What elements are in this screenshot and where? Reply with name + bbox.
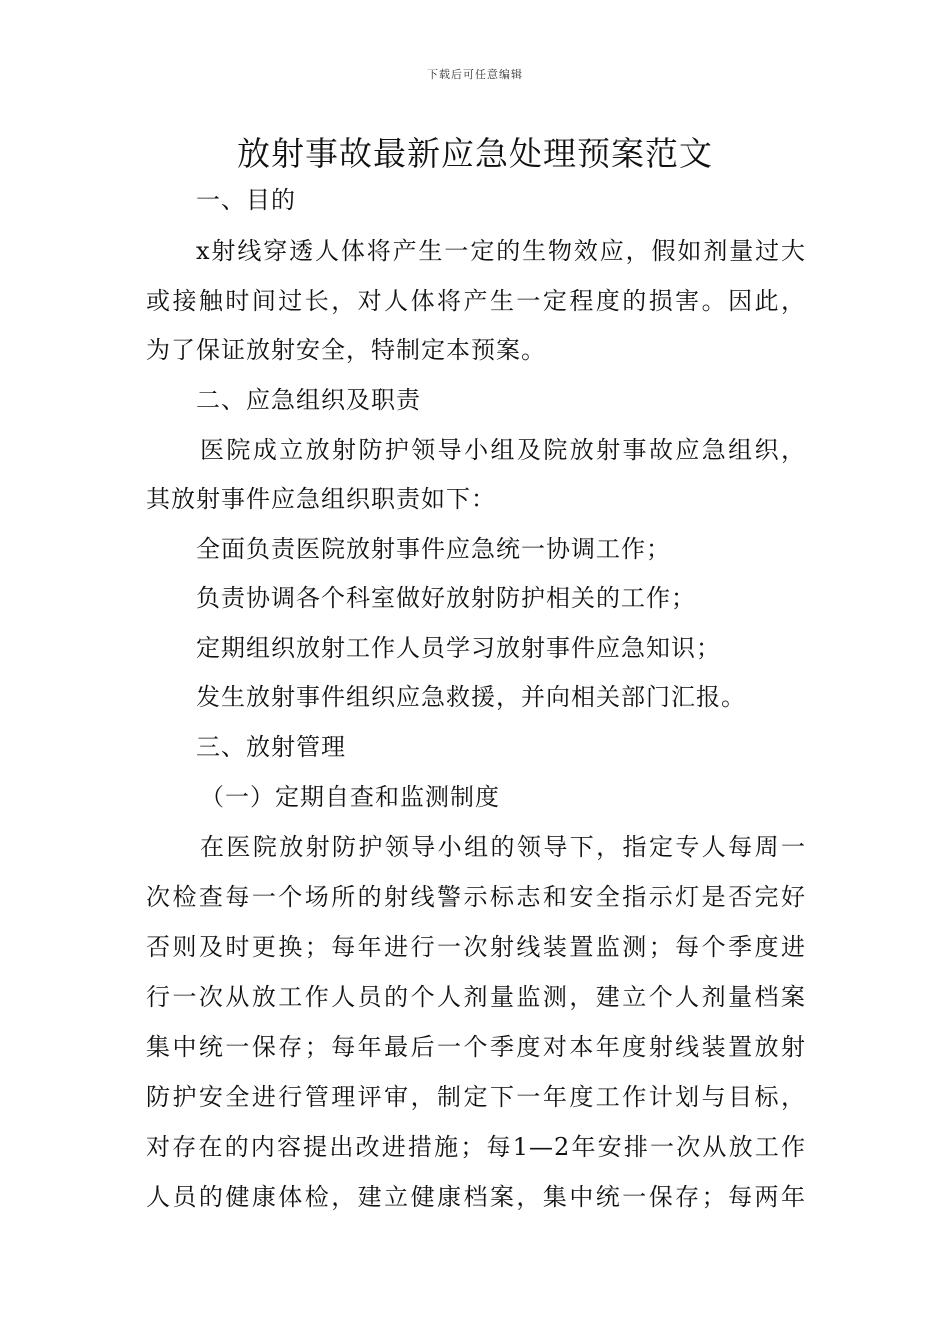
paragraph-line: 否则及时更换；每年进行一次射线装置监测；每个季度进 bbox=[146, 933, 806, 961]
duty-item: 负责协调各个科室做好放射防护相关的工作； bbox=[196, 584, 696, 612]
paragraph-line: 行一次从放工作人员的个人剂量监测，建立个人剂量档案 bbox=[146, 983, 806, 1011]
document-title: 放射事故最新应急处理预案范文 bbox=[237, 134, 713, 173]
paragraph-line: 为了保证放射安全，特制定本预案。 bbox=[146, 336, 546, 364]
paragraph-line: 医院成立放射防护领导小组及院放射事故应急组织， bbox=[200, 436, 806, 464]
paragraph-line: 人员的健康体检，建立健康档案，集中统一保存；每两年 bbox=[146, 1183, 806, 1211]
paragraph-line: 对存在的内容提出改进措施；每1—2年安排一次从放工作 bbox=[146, 1133, 806, 1161]
section-heading-management: 三、放射管理 bbox=[196, 733, 346, 761]
paragraph-line: 集中统一保存；每年最后一个季度对本年度射线装置放射 bbox=[146, 1033, 806, 1061]
paragraph-line: 其放射事件应急组织职责如下： bbox=[146, 485, 496, 513]
duty-item: 全面负责医院放射事件应急统一协调工作； bbox=[196, 535, 671, 563]
duty-item: 定期组织放射工作人员学习放射事件应急知识； bbox=[196, 634, 721, 662]
paragraph-line: 或接触时间过长，对人体将产生一定程度的损害。因此， bbox=[146, 287, 806, 315]
paragraph-line: 在医院放射防护领导小组的领导下，指定专人每周一 bbox=[200, 833, 806, 861]
section-heading-purpose: 一、目的 bbox=[196, 186, 296, 214]
duty-item: 发生放射事件组织应急救援，并向相关部门汇报。 bbox=[196, 683, 746, 711]
paragraph-line: 防护安全进行管理评审，制定下一年度工作计划与目标， bbox=[146, 1083, 806, 1111]
paragraph-line: x射线穿透人体将产生一定的生物效应，假如剂量过大 bbox=[196, 237, 806, 265]
subsection-heading: （一）定期自查和监测制度 bbox=[200, 783, 500, 811]
header-note: 下载后可任意编辑 bbox=[427, 68, 523, 81]
paragraph-line: 次检查每一个场所的射线警示标志和安全指示灯是否完好 bbox=[146, 883, 806, 911]
section-heading-organization: 二、应急组织及职责 bbox=[196, 386, 421, 414]
